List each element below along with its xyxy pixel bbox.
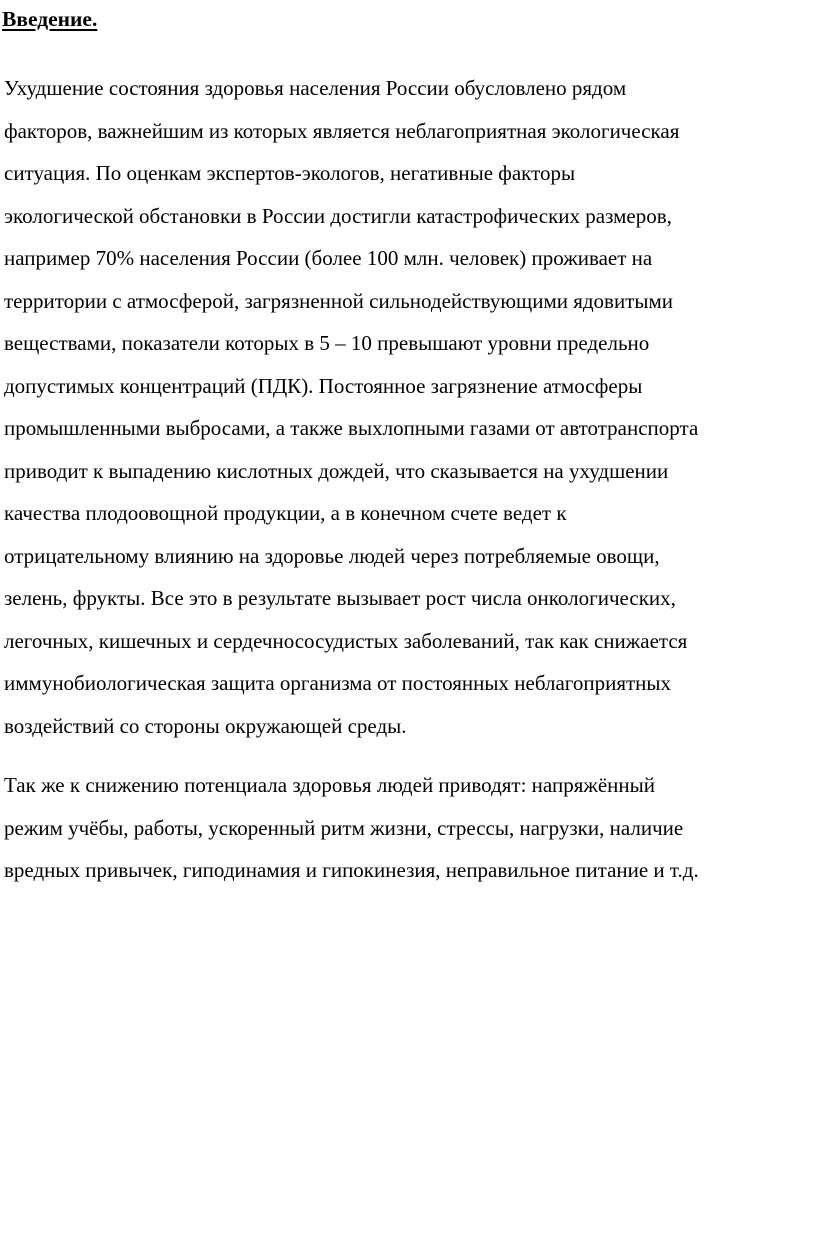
paragraph-line: ситуация. По оценкам экспертов-экологов, негативные факторы <box>4 161 576 185</box>
paragraph-line: например 70% населения России (более 100 млн. человек) проживает на <box>4 246 653 270</box>
paragraph-line: вредных привычек, гиподинамия и гипокинезия, неправильное питание и т.д. <box>4 858 699 882</box>
paragraph-line: веществами, показатели которых в 5 – 10 превышают уровни предельно <box>4 331 650 355</box>
paragraph-line: Так же к снижению потенциала здоровья людей приводят: напряжённый <box>4 773 656 797</box>
paragraph-intro <box>4 67 698 747</box>
page-title: Введение. <box>2 7 98 31</box>
paragraph-line: зелень, фрукты. Все это в результате вызывает рост числа онкологических, <box>4 586 676 610</box>
paragraph-line: территории с атмосферой, загрязненной сильнодействующими ядовитыми <box>4 288 674 313</box>
paragraph-line: режим учёбы, работы, ускоренный ритм жизни, стрессы, нагрузки, наличие <box>4 815 684 840</box>
paragraph-line: факторов, важнейшим из которых является неблагоприятная экологическая <box>4 118 680 143</box>
paragraph-line: воздействий со стороны окружающей среды. <box>4 713 407 738</box>
paragraph-line: отрицательному влиянию на здоровье людей через потребляемые овощи, <box>4 543 660 568</box>
paragraph-factors <box>4 764 699 892</box>
paragraph-line: допустимых концентраций (ПДК). Постоянное загрязнение атмосферы <box>4 373 643 398</box>
paragraph-line: Ухудшение состояния здоровья населения России обусловлено рядом <box>4 76 627 100</box>
paragraph-line: качества плодоовощной продукции, а в конечном счете ведет к <box>4 501 567 525</box>
paragraph-line: легочных, кишечных и сердечнососудистых заболеваний, так как снижается <box>4 628 688 653</box>
paragraph-line: экологической обстановки в России достигли катастрофических размеров, <box>4 203 672 228</box>
paragraph-line: иммунобиологическая защита организма от постоянных неблагоприятных <box>4 671 672 695</box>
paragraph-line: промышленными выбросами, а также выхлопными газами от автотранспорта <box>4 416 699 440</box>
paragraph-line: приводит к выпадению кислотных дождей, что сказывается на ухудшении <box>4 458 669 483</box>
